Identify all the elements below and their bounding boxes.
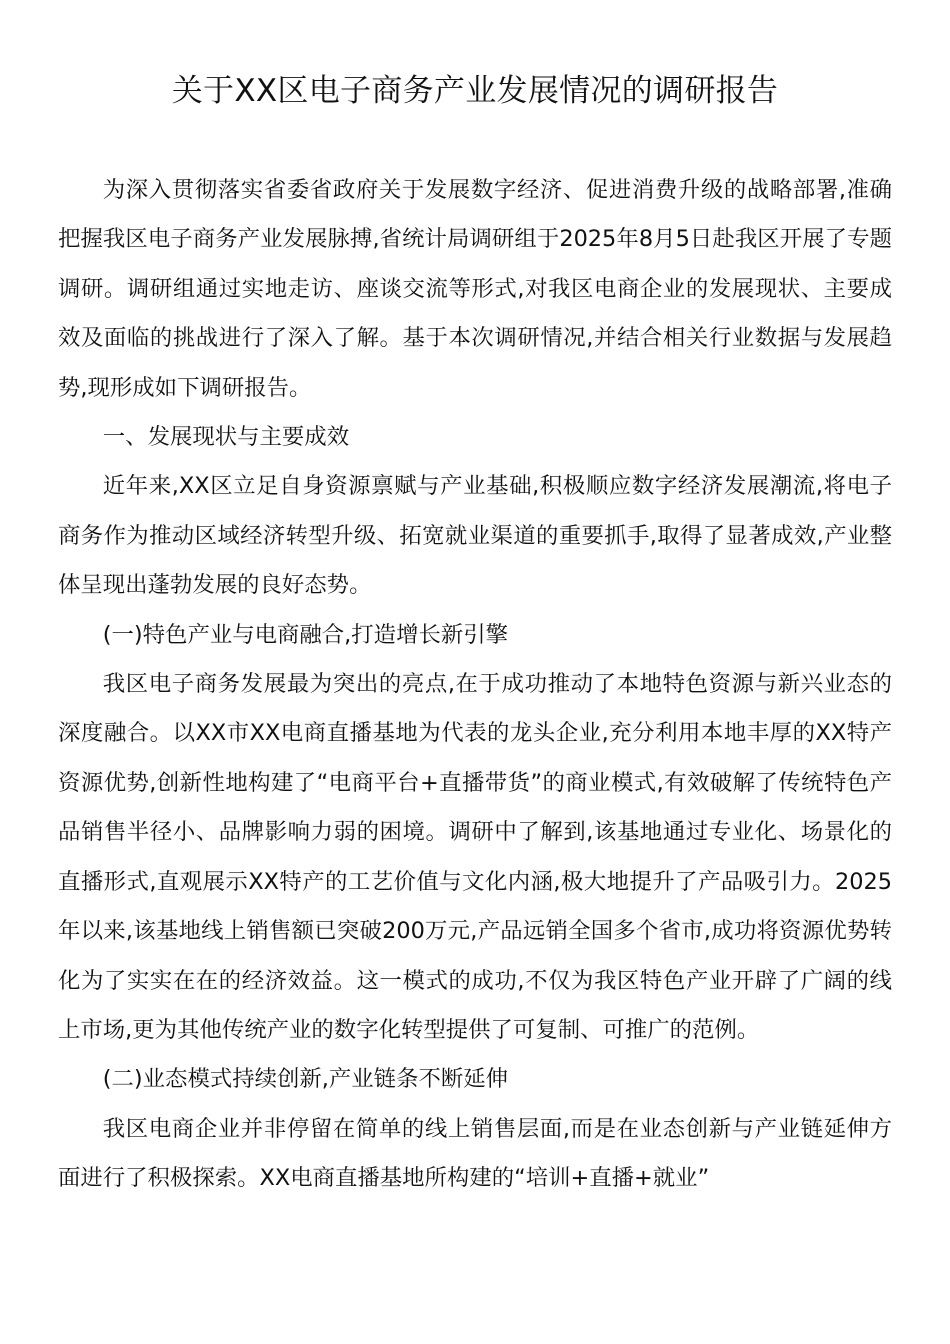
subsection-2-paragraph: 我区电商企业并非停留在简单的线上销售层面,而是在业态创新与产业链延伸方面进行了积极探索。XX电商直播基地所构建的“培训+直播+就业” [58, 1115, 892, 1192]
subsection-heading-2: (二)业态模式持续创新,产业链条不断延伸 [102, 1066, 509, 1093]
intro-paragraph: 为深入贯彻落实省委省政府关于发展数字经济、促进消费升级的战略部署,准确把握我区电子商务产业发展脉搏,省统计局调研组于2025年8月5日赴我区开展了专题调研。调研组通过实地走访、座谈交流等形式,对我区电商企业的发展现状、主要成效及面临的挑战进行了深入了解。基于本次调研情况,并结合相关行业数据与发展趋势,现形成如下调研报告。 [58, 177, 892, 401]
subsection-1-paragraph: 我区电子商务发展最为突出的亮点,在于成功推动了本地特色资源与新兴业态的深度融合。以XX市XX电商直播基地为代表的龙头企业,充分利用本地丰厚的XX特产资源优势,创新性地构建了“电商平台+直播带货”的商业模式,有效破解了传统特色产品销售半径小、品牌影响力弱的困境。调研中了解到,该基地通过专业化、场景化的直播形式,直观展示XX特产的工艺价值与文化内涵,极大地提升了产品吸引力。2025年以来,该基地线上销售额已突破200万元,产品远销全国多个省市,成功将资源优势转化为了实实在在的经济效益。这一模式的成功,不仅为我区特色产业开辟了广阔的线上市场,更为其他传统产业的数字化转型提供了可复制、可推广的范例。 [58, 671, 892, 1043]
section-1-paragraph: 近年来,XX区立足自身资源禀赋与产业基础,积极顺应数字经济发展潮流,将电子商务作为推动区域经济转型升级、拓宽就业渠道的重要抓手,取得了显著成效,产业整体呈现出蓬勃发展的良好态势。 [58, 473, 892, 599]
document-title: 关于XX区电子商务产业发展情况的调研报告 [171, 73, 779, 109]
document-page [58, 64, 892, 1204]
section-heading-1: 一、发展现状与主要成效 [102, 424, 350, 451]
subsection-heading-1: (一)特色产业与电商融合,打造增长新引擎 [102, 621, 509, 648]
